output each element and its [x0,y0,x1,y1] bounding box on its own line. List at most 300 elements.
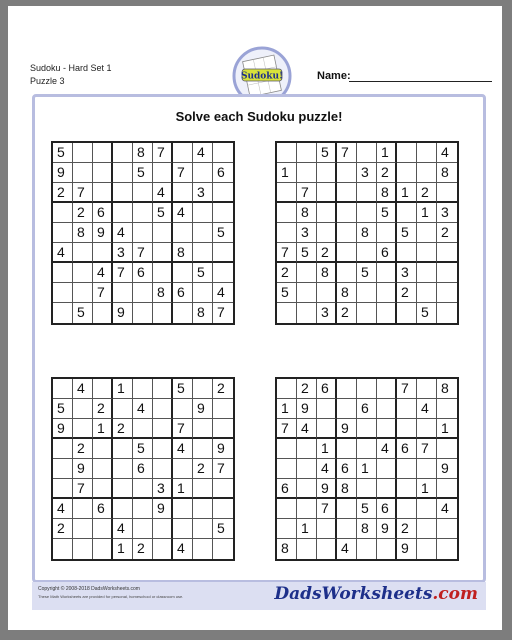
sudoku-cell[interactable] [153,439,173,459]
sudoku-cell: 2 [297,379,317,399]
sudoku-cell[interactable] [213,243,233,263]
sudoku-cell[interactable] [337,439,357,459]
sudoku-cell[interactable] [53,203,73,223]
sudoku-cell: 5 [213,223,233,243]
sudoku-cell[interactable] [213,499,233,519]
sudoku-cell[interactable] [93,163,113,183]
sudoku-cell: 6 [337,459,357,479]
sudoku-cell[interactable] [357,439,377,459]
usage-notice: These Math Worksheets are provided for personal, homeschool or classroom use. [38,594,184,599]
sudoku-cell[interactable] [277,379,297,399]
sudoku-cell[interactable] [193,243,213,263]
sudoku-cell: 7 [277,243,297,263]
sudoku-cell[interactable] [153,419,173,439]
sudoku-cell: 2 [417,183,437,203]
sudoku-cell[interactable] [193,203,213,223]
sudoku-cell: 1 [93,419,113,439]
sudoku-cell[interactable] [113,499,133,519]
sudoku-cell[interactable] [173,143,193,163]
sudoku-cell[interactable] [377,479,397,499]
sudoku-cell[interactable] [437,479,457,499]
sudoku-cell[interactable] [377,283,397,303]
sudoku-cell: 9 [397,539,417,559]
sudoku-cell: 4 [133,399,153,419]
sudoku-cell: 9 [93,223,113,243]
sudoku-cell: 1 [277,163,297,183]
sudoku-grid-4 [275,377,459,561]
sudoku-cell[interactable] [93,243,113,263]
sudoku-cell[interactable] [397,399,417,419]
sudoku-cell: 5 [53,399,73,419]
sudoku-cell[interactable] [357,379,377,399]
sudoku-cell[interactable] [193,519,213,539]
sudoku-cell[interactable] [437,303,457,323]
sudoku-cell: 5 [357,263,377,283]
sudoku-cell: 8 [153,283,173,303]
sudoku-cell[interactable] [153,519,173,539]
sudoku-cell: 7 [417,439,437,459]
sudoku-cell[interactable] [377,539,397,559]
sudoku-cell: 1 [113,379,133,399]
sudoku-cell: 9 [153,499,173,519]
brand-suffix: .com [432,584,478,604]
sudoku-cell[interactable] [397,303,417,323]
sudoku-cell[interactable] [437,439,457,459]
sudoku-cell: 3 [297,223,317,243]
sudoku-cell[interactable] [133,379,153,399]
sudoku-cell[interactable] [297,283,317,303]
sudoku-cell[interactable] [73,143,93,163]
sudoku-cell: 3 [113,243,133,263]
sudoku-cell[interactable] [337,263,357,283]
sudoku-cell[interactable] [297,459,317,479]
sudoku-cell: 4 [53,243,73,263]
sudoku-cell[interactable] [193,479,213,499]
sudoku-cell[interactable] [73,263,93,283]
sudoku-cell[interactable] [397,243,417,263]
sudoku-cell[interactable] [113,399,133,419]
sudoku-cell: 6 [377,243,397,263]
sudoku-cell: 7 [277,419,297,439]
sudoku-cell: 5 [417,303,437,323]
sudoku-cell[interactable] [73,499,93,519]
sudoku-cell: 4 [437,499,457,519]
sudoku-cell[interactable] [317,399,337,419]
sudoku-cell[interactable] [93,303,113,323]
sudoku-cell[interactable] [397,479,417,499]
sudoku-cell: 2 [397,283,417,303]
sudoku-cell: 1 [173,479,193,499]
sudoku-cell: 5 [277,283,297,303]
sudoku-cell[interactable] [173,263,193,283]
sudoku-cell[interactable] [357,303,377,323]
brand-logo [274,584,478,604]
sudoku-cell: 4 [213,283,233,303]
sudoku-cell[interactable] [397,419,417,439]
sudoku-cell[interactable] [417,459,437,479]
sudoku-cell[interactable] [397,143,417,163]
sudoku-cell[interactable] [93,479,113,499]
sudoku-cell: 6 [317,379,337,399]
sudoku-cell: 2 [213,379,233,399]
sudoku-cell: 1 [297,519,317,539]
sudoku-cell: 5 [133,163,153,183]
sudoku-cell[interactable] [357,183,377,203]
sudoku-cell[interactable] [417,263,437,283]
sudoku-cell: 1 [317,439,337,459]
sudoku-cell: 4 [337,539,357,559]
sudoku-cell[interactable] [213,419,233,439]
sudoku-cell[interactable] [357,243,377,263]
copyright-text: Copyright © 2008-2018 DadsWorksheets.com [38,586,140,592]
sudoku-cell[interactable] [113,143,133,163]
sudoku-cell: 2 [317,243,337,263]
sudoku-cell[interactable] [297,479,317,499]
sudoku-cell[interactable] [377,419,397,439]
sudoku-cell[interactable] [173,499,193,519]
sudoku-cell[interactable] [277,223,297,243]
sudoku-cell: 6 [213,163,233,183]
sudoku-cell[interactable] [133,183,153,203]
sudoku-cell[interactable] [93,459,113,479]
sudoku-cell[interactable] [133,223,153,243]
sudoku-cell: 2 [337,303,357,323]
sudoku-cell[interactable] [437,263,457,283]
sudoku-cell[interactable] [73,399,93,419]
sudoku-cell[interactable] [357,203,377,223]
sudoku-cell[interactable] [277,459,297,479]
sudoku-cell[interactable] [53,263,73,283]
sudoku-cell: 1 [417,203,437,223]
sudoku-cell[interactable] [277,303,297,323]
sudoku-cell: 7 [213,459,233,479]
sudoku-cell: 4 [173,539,193,559]
sudoku-cell[interactable] [277,203,297,223]
sudoku-cell[interactable] [193,163,213,183]
sudoku-cell: 2 [113,419,133,439]
sudoku-cell[interactable] [73,419,93,439]
sudoku-cell[interactable] [297,263,317,283]
sudoku-cell[interactable] [53,539,73,559]
sudoku-cell: 2 [53,519,73,539]
sudoku-cell[interactable] [93,379,113,399]
sudoku-cell[interactable] [133,519,153,539]
sudoku-cell: 6 [93,499,113,519]
sudoku-cell[interactable] [277,439,297,459]
sudoku-cell[interactable] [377,263,397,283]
sudoku-cell: 5 [377,203,397,223]
sudoku-cell[interactable] [397,203,417,223]
sudoku-cell: 7 [173,419,193,439]
sudoku-cell: 2 [73,203,93,223]
sudoku-cell: 8 [437,379,457,399]
sudoku-cell[interactable] [417,283,437,303]
sudoku-cell: 5 [317,143,337,163]
sudoku-cell[interactable] [193,439,213,459]
sudoku-cell[interactable] [73,243,93,263]
sudoku-cell: 3 [193,183,213,203]
sudoku-cell: 3 [357,163,377,183]
sudoku-cell[interactable] [417,519,437,539]
sudoku-cell[interactable] [337,499,357,519]
sudoku-cell: 3 [397,263,417,283]
sudoku-cell[interactable] [297,499,317,519]
sudoku-cell[interactable] [417,243,437,263]
sudoku-cell[interactable] [93,183,113,203]
sudoku-cell[interactable] [193,539,213,559]
sudoku-cell[interactable] [377,379,397,399]
sudoku-cell[interactable] [417,223,437,243]
sudoku-cell[interactable] [193,379,213,399]
puzzle-frame [32,94,486,583]
sudoku-cell[interactable] [357,283,377,303]
sudoku-cell: 7 [73,183,93,203]
sudoku-cell[interactable] [53,303,73,323]
sudoku-cell[interactable] [397,499,417,519]
name-line[interactable] [349,81,492,82]
sudoku-cell[interactable] [317,539,337,559]
sudoku-cell: 6 [277,479,297,499]
sudoku-cell[interactable] [133,203,153,223]
sudoku-cell: 1 [417,479,437,499]
sudoku-cell[interactable] [53,479,73,499]
sudoku-cell: 6 [93,203,113,223]
sudoku-cell[interactable] [337,223,357,243]
sudoku-cell[interactable] [317,183,337,203]
sudoku-cell: 9 [337,419,357,439]
sudoku-cell[interactable] [53,459,73,479]
sudoku-cell: 9 [317,479,337,499]
sudoku-cell[interactable] [213,399,233,419]
sudoku-cell[interactable] [357,419,377,439]
sudoku-cell: 4 [173,203,193,223]
sudoku-cell: 4 [193,143,213,163]
sudoku-cell[interactable] [213,479,233,499]
sudoku-cell[interactable] [297,163,317,183]
sudoku-cell[interactable] [377,399,397,419]
sudoku-cell: 4 [317,459,337,479]
sudoku-cell[interactable] [153,303,173,323]
sudoku-cell[interactable] [73,163,93,183]
sudoku-cell[interactable] [193,223,213,243]
sudoku-cell[interactable] [73,519,93,539]
sudoku-cell[interactable] [437,243,457,263]
sudoku-cell: 3 [317,303,337,323]
sudoku-cell: 4 [437,143,457,163]
sudoku-grid-1 [51,141,235,325]
sudoku-cell[interactable] [153,459,173,479]
sudoku-cell[interactable] [417,379,437,399]
sudoku-cell[interactable] [113,163,133,183]
sudoku-cell: 2 [193,459,213,479]
sudoku-cell: 7 [317,499,337,519]
sudoku-cell[interactable] [437,539,457,559]
sudoku-cell: 2 [53,183,73,203]
sudoku-cell[interactable] [357,539,377,559]
sudoku-cell[interactable] [173,519,193,539]
sudoku-cell[interactable] [317,519,337,539]
sudoku-cell: 8 [337,479,357,499]
sudoku-cell[interactable] [417,499,437,519]
sudoku-cell[interactable] [113,203,133,223]
sudoku-cell: 9 [113,303,133,323]
sudoku-cell: 7 [297,183,317,203]
sudoku-cell: 7 [153,143,173,163]
sudoku-cell[interactable] [73,539,93,559]
sudoku-cell: 9 [53,163,73,183]
sudoku-cell: 2 [437,223,457,243]
sudoku-cell[interactable] [153,263,173,283]
sudoku-cell: 9 [193,399,213,419]
sudoku-cell[interactable] [317,203,337,223]
sudoku-cell: 4 [173,439,193,459]
sudoku-cell[interactable] [437,399,457,419]
sudoku-cell: 7 [133,243,153,263]
sudoku-cell[interactable] [133,303,153,323]
sudoku-cell[interactable] [193,283,213,303]
sudoku-cell[interactable] [93,519,113,539]
sudoku-cell: 5 [53,143,73,163]
sudoku-cell: 5 [73,303,93,323]
sudoku-cell: 3 [153,479,173,499]
sudoku-cell[interactable] [417,419,437,439]
puzzle-number: Puzzle 3 [30,76,65,86]
sudoku-cell[interactable] [53,283,73,303]
sudoku-cell[interactable] [73,283,93,303]
sudoku-cell[interactable] [153,539,173,559]
sudoku-cell: 4 [113,223,133,243]
worksheet-title: Sudoku - Hard Set 1 [30,63,112,73]
sudoku-cell: 8 [317,263,337,283]
sudoku-cell[interactable] [113,183,133,203]
sudoku-cell[interactable] [297,143,317,163]
sudoku-cell[interactable] [437,519,457,539]
sudoku-cell[interactable] [93,539,113,559]
sudoku-cell[interactable] [417,143,437,163]
sudoku-cell[interactable] [337,379,357,399]
sudoku-cell[interactable] [277,519,297,539]
sudoku-cell[interactable] [377,303,397,323]
sudoku-cell[interactable] [53,223,73,243]
sudoku-cell[interactable] [173,223,193,243]
sudoku-cell[interactable] [153,379,173,399]
sudoku-cell[interactable] [337,163,357,183]
sudoku-cell[interactable] [113,479,133,499]
sudoku-cell[interactable] [173,183,193,203]
sudoku-cell[interactable] [397,163,417,183]
sudoku-cell: 8 [357,519,377,539]
sudoku-cell: 1 [397,183,417,203]
sudoku-cell: 1 [437,419,457,439]
sudoku-cell[interactable] [93,439,113,459]
brand-main: DadsWorksheets [274,584,433,604]
sudoku-cell[interactable] [317,223,337,243]
sudoku-cell: 6 [173,283,193,303]
sudoku-cell[interactable] [357,143,377,163]
sudoku-cell[interactable] [297,539,317,559]
sudoku-cell[interactable] [213,539,233,559]
sudoku-cell[interactable] [417,539,437,559]
sudoku-cell: 7 [73,479,93,499]
sudoku-cell[interactable] [297,303,317,323]
sudoku-cell: 5 [213,519,233,539]
sudoku-cell[interactable] [437,183,457,203]
sudoku-cell: 2 [377,163,397,183]
sudoku-cell: 4 [53,499,73,519]
sudoku-cell: 5 [397,223,417,243]
logo-text: Sudoku! [240,71,284,82]
sudoku-cell[interactable] [113,283,133,303]
sudoku-cell[interactable] [337,519,357,539]
sudoku-cell: 9 [297,399,317,419]
sudoku-cell: 6 [357,399,377,419]
sudoku-cell[interactable] [133,499,153,519]
sudoku-cell[interactable] [173,399,193,419]
sudoku-cell[interactable] [93,143,113,163]
sudoku-cell[interactable] [317,283,337,303]
sudoku-cell: 4 [417,399,437,419]
sudoku-cell[interactable] [277,143,297,163]
sudoku-cell: 2 [397,519,417,539]
sudoku-cell[interactable] [437,283,457,303]
sudoku-cell: 9 [377,519,397,539]
sudoku-cell[interactable] [193,419,213,439]
sudoku-cell[interactable] [213,203,233,223]
sudoku-cell[interactable] [133,283,153,303]
sudoku-cell[interactable] [417,163,437,183]
sudoku-cell: 4 [73,379,93,399]
sudoku-cell: 7 [397,379,417,399]
sudoku-cell[interactable] [397,459,417,479]
sudoku-cell[interactable] [173,303,193,323]
sudoku-cell[interactable] [317,163,337,183]
sudoku-cell[interactable] [377,459,397,479]
sudoku-cell[interactable] [337,243,357,263]
sudoku-cell[interactable] [53,439,73,459]
sudoku-cell: 8 [193,303,213,323]
sudoku-cell[interactable] [213,143,233,163]
sudoku-cell[interactable] [317,419,337,439]
sudoku-cell[interactable] [337,399,357,419]
sudoku-cell: 8 [173,243,193,263]
sudoku-cell[interactable] [133,419,153,439]
sudoku-cell[interactable] [277,499,297,519]
sudoku-cell[interactable] [153,163,173,183]
sudoku-cell[interactable] [377,223,397,243]
sudoku-cell[interactable] [337,183,357,203]
sudoku-cell[interactable] [113,459,133,479]
sudoku-cell: 7 [173,163,193,183]
sudoku-cell[interactable] [133,479,153,499]
sudoku-cell[interactable] [53,379,73,399]
sudoku-cell[interactable] [153,243,173,263]
sudoku-cell[interactable] [297,439,317,459]
sudoku-cell[interactable] [173,459,193,479]
sudoku-cell[interactable] [113,439,133,459]
sudoku-cell[interactable] [337,203,357,223]
sudoku-cell[interactable] [357,479,377,499]
sudoku-cell: 4 [377,439,397,459]
sudoku-cell[interactable] [213,183,233,203]
sudoku-cell[interactable] [277,183,297,203]
sudoku-cell: 5 [357,499,377,519]
sudoku-cell[interactable] [213,263,233,283]
sudoku-cell[interactable] [193,499,213,519]
sudoku-cell: 8 [377,183,397,203]
sudoku-cell[interactable] [153,223,173,243]
sudoku-cell[interactable] [153,399,173,419]
sudoku-cell: 1 [377,143,397,163]
